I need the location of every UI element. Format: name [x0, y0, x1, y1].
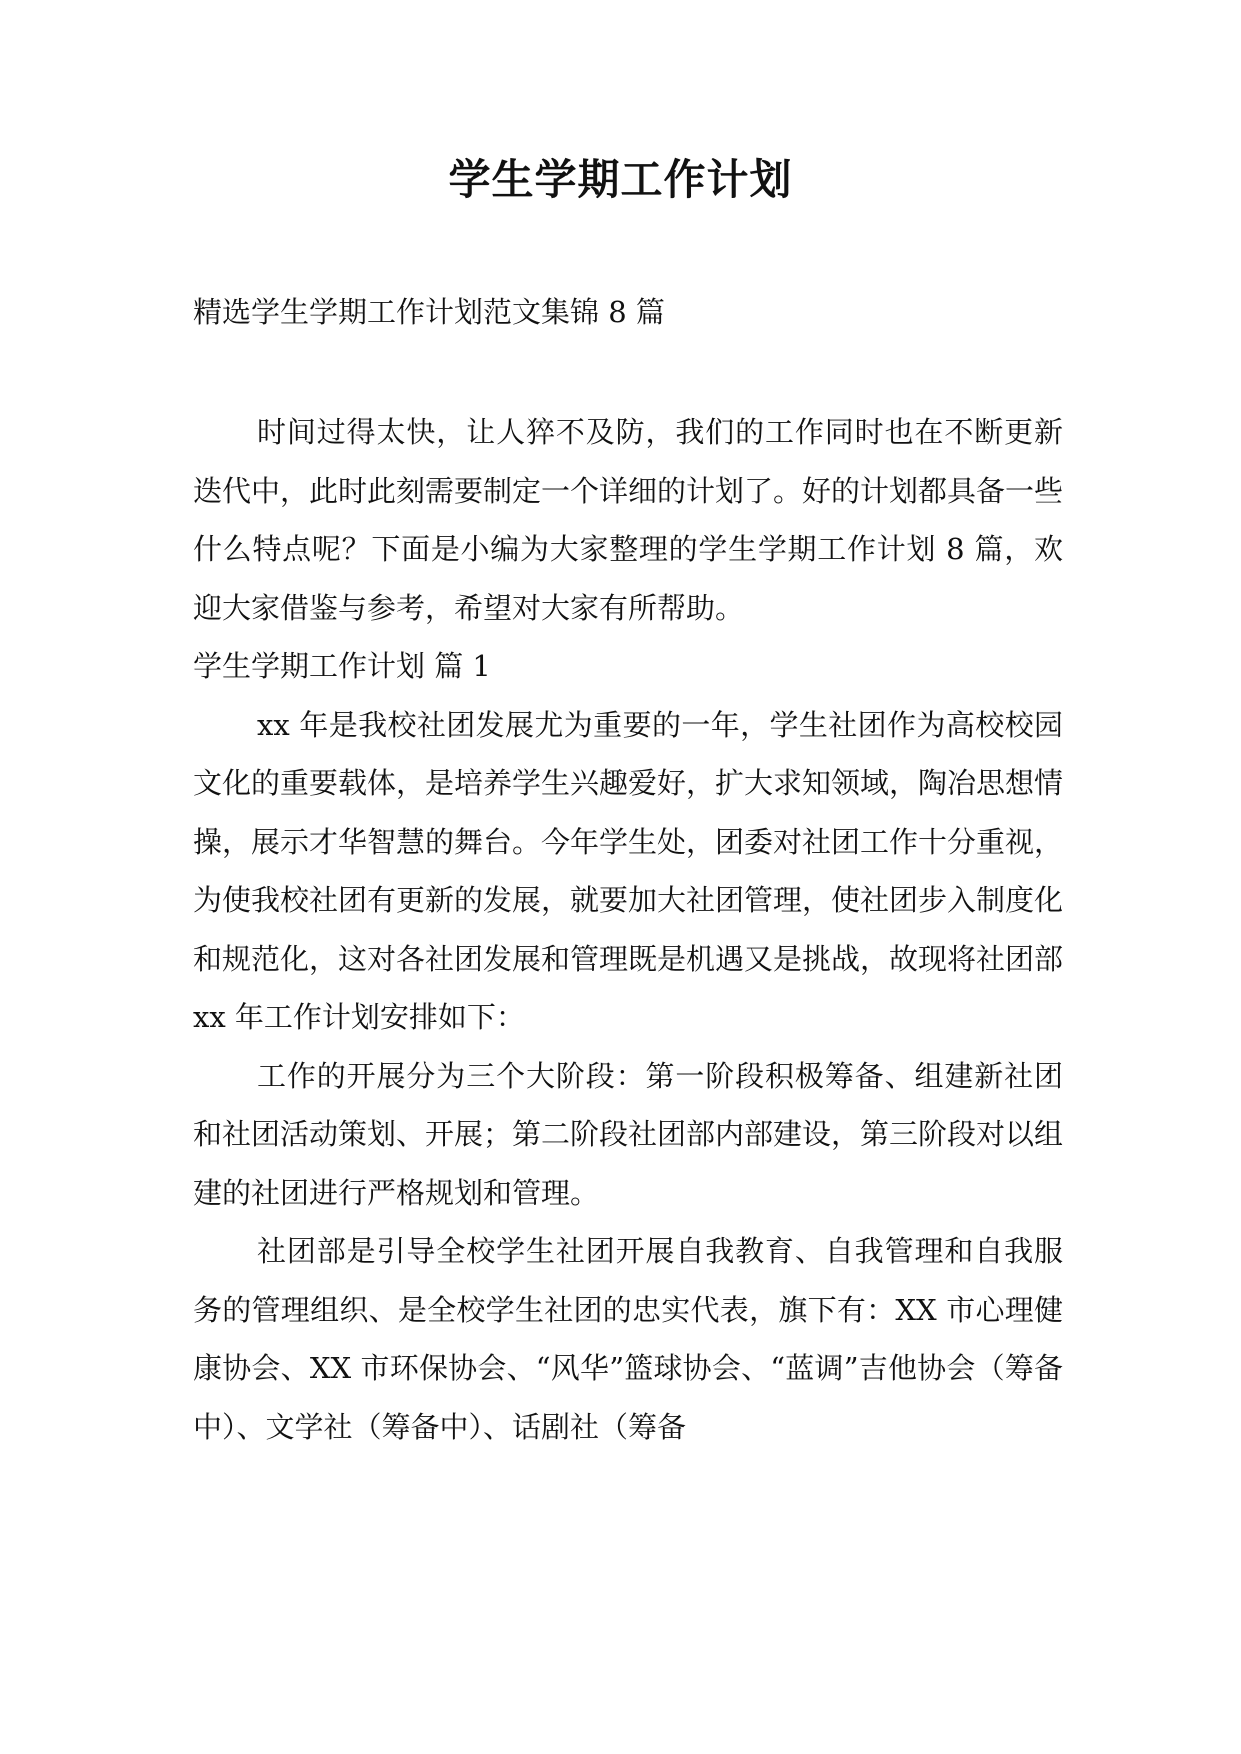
document-body: [193, 403, 1063, 1456]
document-subtitle: 精选学生学期工作计划范文集锦 8 篇: [193, 295, 665, 329]
document-title: 学生学期工作计划: [448, 155, 793, 204]
section-heading: 学生学期工作计划 篇 1: [193, 649, 491, 683]
body-paragraph-1: xx 年是我校社团发展尤为重要的一年，学生社团作为高校校园文化的重要载体，是培养学生兴趣爱好，扩大求知领域，陶冶思想情操，展示才华智慧的舞台。今年学生处，团委对社团工作十分重视，为使我校社团有更新的发展，就要加大社团管理，使社团步入制度化和规范化，这对各社团发展和管理既是机遇又是挑战，故现将社团部 xx 年工作计划安排如下：: [193, 707, 1064, 1034]
body-paragraph-3: 社团部是引导全校学生社团开展自我教育、自我管理和自我服务的管理组织、是全校学生社团的忠实代表，旗下有：XX 市心理健康协会、XX 市环保协会、“风华”篮球协会、“蓝调”吉他协会（筹备中）、文学社（筹备中）、话剧社（筹备: [193, 1234, 1063, 1444]
intro-paragraph: 时间过得太快，让人猝不及防，我们的工作同时也在不断更新迭代中，此时此刻需要制定一个详细的计划了。好的计划都具备一些什么特点呢？下面是小编为大家整理的学生学期工作计划 8 篇，欢迎大家借鉴与参考，希望对大家有所帮助。: [193, 415, 1064, 625]
body-paragraph-2: 工作的开展分为三个大阶段：第一阶段积极筹备、组建新社团和社团活动策划、开展；第二阶段社团部内部建设，第三阶段对以组建的社团进行严格规划和管理。: [193, 1058, 1064, 1210]
